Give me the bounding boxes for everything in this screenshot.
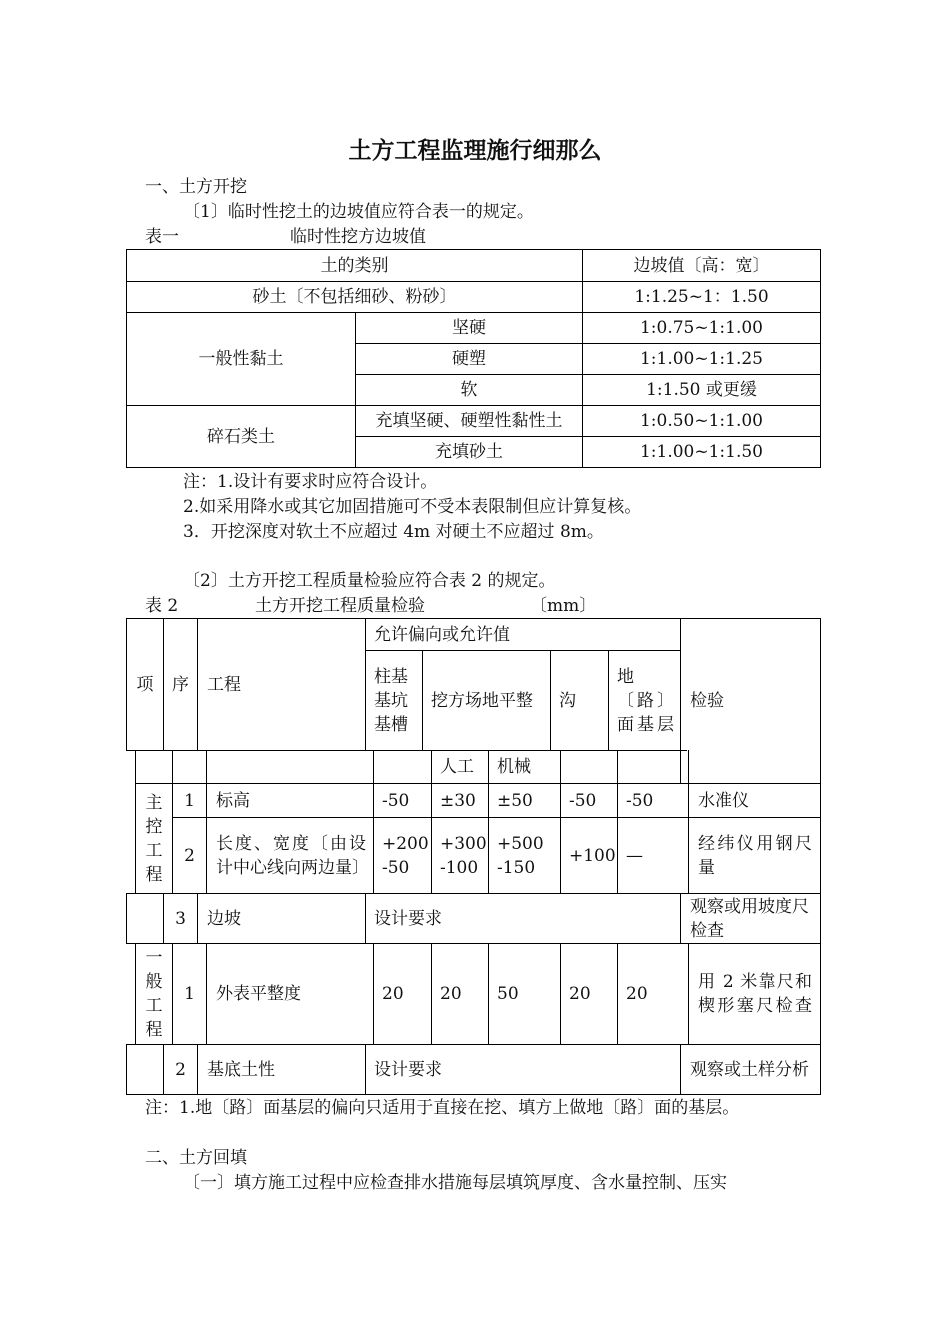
table2-r2-seq: 2 xyxy=(184,845,195,866)
table2-caption-title: 土方开挖工程质量检验 xyxy=(255,596,425,616)
table1-cell-clay-soft: 软 xyxy=(460,380,478,400)
table1-head-soil: 土的类别 xyxy=(320,255,389,276)
table2-group-general xyxy=(136,944,172,1044)
table2-rule xyxy=(680,1044,681,1095)
table2-rule xyxy=(126,1094,821,1095)
table2-g2-seq: 2 xyxy=(175,1059,186,1080)
table2-head-ditch: 沟 xyxy=(559,690,576,711)
table2-r2-v1 xyxy=(382,818,431,893)
table2-g2-value: 设计要求 xyxy=(374,1059,442,1080)
table2-g1-seq: 1 xyxy=(184,984,195,1004)
table1-caption-label: 表一 xyxy=(145,227,179,247)
table2-r1-v1: -50 xyxy=(382,790,410,811)
table1-cell-clay-plastic-value: 1:1.00~1:1.25 xyxy=(639,349,764,369)
table2-r2-v2-lower: -100 xyxy=(440,857,479,878)
table1-rule xyxy=(126,467,821,468)
table1-cell-clay-hard: 坚硬 xyxy=(452,318,486,338)
table2-head-project: 工程 xyxy=(207,674,241,695)
table1-cell-gravel: 碎石类土 xyxy=(207,426,275,447)
table2-rule xyxy=(126,750,687,751)
table1-cell-clay-soft-value: 1:1.50 或更缓 xyxy=(646,380,757,400)
table2-g1-v4: 20 xyxy=(569,984,591,1004)
table2-r2-v4: +100 xyxy=(569,845,616,866)
table2-head-road: 地〔路〕面基层 xyxy=(617,666,674,735)
table1-cell-gravel-a: 充填坚硬、硬塑性黏性土 xyxy=(375,411,563,431)
table2-group-main xyxy=(136,784,172,893)
table2-head-machine: 机械 xyxy=(497,757,531,777)
table2-rule xyxy=(820,618,821,1095)
table2-r2-v5: — xyxy=(626,845,643,866)
table1-cell-gravel-a-value: 1:0.50~1:1.00 xyxy=(639,411,764,431)
table2-rule xyxy=(680,893,681,944)
table2-rule xyxy=(365,893,366,944)
table2-g1-check: 用 2 米靠尺和楔形塞尺检查 xyxy=(698,972,812,1016)
table2-rule xyxy=(373,943,374,1045)
table2-g1-v3: 50 xyxy=(497,984,519,1004)
table2-r3-name: 边坡 xyxy=(207,908,241,929)
page-title: 土方工程监理施行细那么 xyxy=(348,137,602,164)
table2-rule xyxy=(680,618,681,784)
table2-r1-v4: -50 xyxy=(569,790,597,811)
paragraph-1: 〔1〕临时性挖土的边坡值应符合表一的规定。 xyxy=(183,202,534,222)
table2-head-seq: 序 xyxy=(172,674,189,695)
table1-note-3: 3．开挖深度对软土不应超过 4m 对硬土不应超过 8m。 xyxy=(183,522,604,542)
table2-r2-v2-upper: +300 xyxy=(440,833,487,854)
table2-rule xyxy=(431,943,432,1045)
table1-caption-title: 临时性挖方边坡值 xyxy=(290,227,426,247)
table2-caption-label: 表 2 xyxy=(145,596,179,616)
paragraph-backfill-1: 〔一〕填方施工过程中应检查排水措施每层填筑厚度、含水量控制、压实 xyxy=(183,1173,727,1193)
table2-head-item: 项 xyxy=(136,674,154,695)
table2-rule xyxy=(550,650,551,751)
table2-group-main-label: 主控工程 xyxy=(145,792,163,885)
table2-r2-v3 xyxy=(497,818,560,893)
table2-g1-name: 外表平整度 xyxy=(216,984,301,1004)
table2-rule xyxy=(617,943,618,1045)
table2-r1-v5: -50 xyxy=(626,790,654,811)
table2-rule xyxy=(608,650,609,751)
table1-cell-gravel-b: 充填砂土 xyxy=(435,442,503,462)
section-heading-excavation: 一、土方开挖 xyxy=(145,177,247,197)
table2-g1-v1: 20 xyxy=(382,984,404,1004)
table2-rule xyxy=(126,893,127,944)
table2-head-manual: 人工 xyxy=(440,757,474,777)
table2-rule xyxy=(126,1044,127,1095)
table2-rule xyxy=(488,750,489,894)
table2-rule xyxy=(560,943,561,1045)
table2-head-check: 检验 xyxy=(690,691,724,711)
table2-r2-v3-lower: -150 xyxy=(497,857,536,878)
table2-r2-v1-lower: -50 xyxy=(382,857,410,878)
table2-note: 注：1.地〔路〕面基层的偏向只适用于直接在挖、填方上做地〔路〕面的基层。 xyxy=(145,1098,740,1118)
section-heading-backfill: 二、土方回填 xyxy=(145,1148,247,1168)
table2-rule xyxy=(373,750,374,894)
table1-cell-gravel-b-value: 1:1.00~1:1.50 xyxy=(639,442,764,462)
table2-r1-v2: ±30 xyxy=(440,790,476,811)
table2-r1-seq: 1 xyxy=(184,790,195,811)
paragraph-2: 〔2〕土方开挖工程质量检验应符合表 2 的规定。 xyxy=(183,571,556,591)
table1-cell-sand: 砂土〔不包括细砂、粉砂〕 xyxy=(252,287,457,307)
table2-r2-check: 经纬仪用钢尺量 xyxy=(698,833,812,878)
table2-r1-check: 水准仪 xyxy=(698,790,749,811)
table1-rule xyxy=(820,249,821,468)
table2-rule xyxy=(431,750,432,894)
table2-head-allow: 允许偏向或允许值 xyxy=(374,624,510,645)
table2-rule xyxy=(688,750,689,894)
table2-g1-v2: 20 xyxy=(440,984,462,1004)
table2-r2-v1-upper: +200 xyxy=(382,833,429,854)
table2-r1-name: 标高 xyxy=(216,790,250,811)
table2-rule xyxy=(617,750,618,894)
table2-rule xyxy=(206,943,207,1045)
table2-r2-v3-upper: +500 xyxy=(497,833,544,854)
table1-note-1: 注：1.设计有要求时应符合设计。 xyxy=(183,472,438,492)
table2-r3-check: 观察或用坡度尺检查 xyxy=(690,896,809,941)
table2-rule xyxy=(197,893,198,944)
table2-g1-v5: 20 xyxy=(626,984,648,1004)
table2-g2-check: 观察或土样分析 xyxy=(690,1059,809,1080)
table2-r3-seq: 3 xyxy=(175,908,186,929)
table1-head-slope: 边坡值〔高：宽〕 xyxy=(633,255,770,276)
table2-head-pit: 柱基基坑基槽 xyxy=(374,666,408,735)
table2-r2-name: 长度、宽度〔由设计中心线向两边量〕 xyxy=(216,833,369,878)
table2-group-general-label: 一般工程 xyxy=(145,948,163,1040)
table2-rule xyxy=(365,1044,366,1095)
table1-cell-clay-plastic: 硬塑 xyxy=(452,349,486,369)
table2-g2-name: 基底土性 xyxy=(207,1059,275,1080)
table1-cell-sand-value: 1:1.25~1：1.50 xyxy=(634,287,769,307)
table2-rule xyxy=(365,618,366,751)
table1-cell-clay: 一般性黏土 xyxy=(198,349,284,369)
table2-r3-value: 设计要求 xyxy=(374,908,442,929)
table1-note-2: 2.如采用降水或其它加固措施可不受本表限制但应计算复核。 xyxy=(183,497,642,517)
table2-rule xyxy=(488,943,489,1045)
table2-rule xyxy=(688,943,689,1045)
table2-rule xyxy=(422,650,423,751)
table2-rule xyxy=(197,618,198,751)
table2-rule xyxy=(197,1044,198,1095)
table2-r2-v2 xyxy=(440,818,488,893)
table2-rule xyxy=(560,750,561,894)
table2-rule xyxy=(206,750,207,894)
table2-r1-v3: ±50 xyxy=(497,790,533,811)
table1-cell-clay-hard-value: 1:0.75~1:1.00 xyxy=(639,318,764,338)
table2-head-site: 挖方场地平整 xyxy=(431,690,533,711)
table2-caption-unit: 〔mm〕 xyxy=(530,596,597,616)
